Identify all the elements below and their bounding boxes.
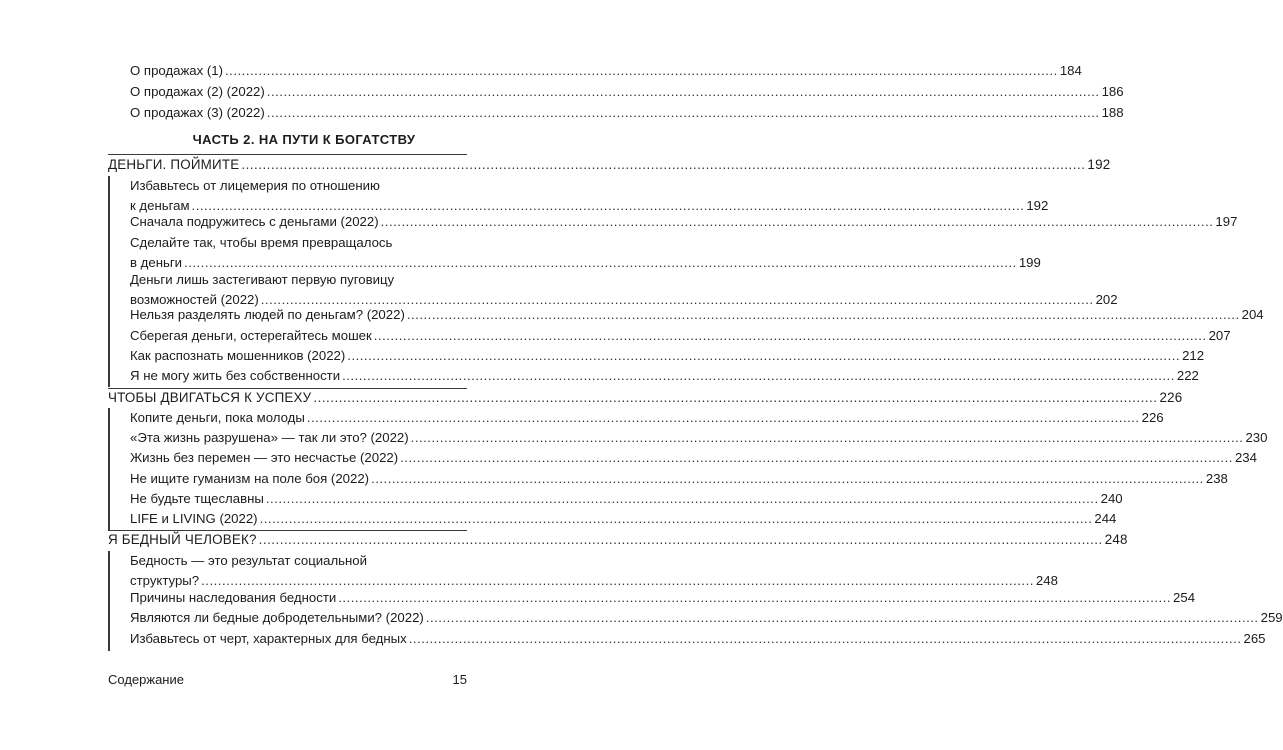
leader-dots: ........................................................................................................................................................................................................ (425, 610, 1259, 625)
entry-title: Я не могу жить без собственности (130, 368, 341, 383)
toc-entry[interactable] (130, 588, 1196, 608)
entry-page: 199 (1018, 255, 1041, 270)
toc-section[interactable] (108, 388, 1183, 408)
leader-dots: ........................................................................................................................................................................................................ (406, 307, 1240, 322)
entry-title: Не ищите гуманизм на поле боя (2022) (130, 471, 370, 486)
entry-title: Нельзя разделять людей по деньгам? (2022) (130, 307, 405, 322)
toc-entry[interactable] (130, 509, 1117, 529)
toc-entry[interactable] (130, 61, 1082, 81)
entry-title: О продажах (1) (130, 63, 224, 78)
leader-dots: ........................................................................................................................................................................................................ (338, 590, 1172, 605)
entry-page: 254 (1173, 590, 1196, 605)
entry-page: 248 (1035, 573, 1058, 588)
entry-page: 204 (1241, 307, 1264, 322)
entry-page: 202 (1095, 292, 1118, 307)
entry-title: Как распознать мошенников (2022) (130, 348, 346, 363)
entry-page: 184 (1059, 63, 1082, 78)
entry-page: 188 (1101, 105, 1124, 120)
entry-title-line1: Бедность — это результат социальной (130, 553, 367, 568)
entry-page: 265 (1243, 631, 1266, 646)
entry-page: 226 (1141, 410, 1164, 425)
toc-entry[interactable] (130, 305, 1264, 325)
toc-entry[interactable] (130, 408, 1164, 428)
leader-dots: ........................................................................................................................................................................................................ (225, 63, 1058, 78)
entry-title: О продажах (3) (2022) (130, 105, 265, 120)
entry-title: LIFE и LIVING (2022) (130, 511, 258, 526)
section-page: 226 (1159, 390, 1183, 405)
leader-dots: ........................................................................................................................................................................................................ (201, 573, 1034, 588)
footer-label: Содержание (108, 672, 184, 687)
toc-entry[interactable] (130, 608, 1283, 628)
entry-page: 192 (1026, 198, 1049, 213)
toc-entry[interactable] (130, 326, 1231, 346)
entry-page: 238 (1205, 471, 1228, 486)
leader-dots: ........................................................................................................................................................................................................ (266, 105, 1100, 120)
entry-page: 197 (1215, 214, 1238, 229)
leader-dots: ........................................................................................................................................................................................................ (408, 631, 1242, 646)
toc-entry[interactable] (130, 346, 1205, 366)
toc-entry[interactable] (130, 270, 1118, 310)
leader-dots: ........................................................................................................................................................................................................ (265, 491, 1099, 506)
entry-page: 212 (1182, 348, 1205, 363)
entry-title-line1: Сделайте так, чтобы время превращалось (130, 235, 393, 250)
entry-title: Избавьтесь от черт, характерных для бедных (130, 631, 407, 646)
section-bar (108, 408, 110, 530)
entry-page: 244 (1094, 511, 1117, 526)
toc-entry[interactable] (130, 82, 1124, 102)
section-bar (108, 176, 110, 387)
toc-entry[interactable] (130, 469, 1228, 489)
entry-title: Сберегая деньги, остерегайтесь мошек (130, 328, 372, 343)
entry-title: к деньгам (130, 198, 190, 213)
entry-title: Являются ли бедные добродетельными? (2022) (130, 610, 424, 625)
entry-title: в деньги (130, 255, 183, 270)
entry-page: 230 (1245, 430, 1268, 445)
leader-dots: ........................................................................................................................................................................................................ (259, 511, 1093, 526)
toc-entry[interactable] (130, 551, 1058, 591)
entry-page: 234 (1234, 450, 1257, 465)
entry-title: «Эта жизнь разрушена» — так ли это? (2022) (130, 430, 409, 445)
entry-page: 240 (1100, 491, 1123, 506)
section-page: 248 (1104, 532, 1128, 547)
toc-entry[interactable] (130, 629, 1266, 649)
entry-title: возможностей (2022) (130, 292, 259, 307)
toc-entry[interactable] (130, 489, 1123, 509)
leader-dots: ........................................................................................................................................................................................................ (241, 157, 1086, 172)
leader-dots: ........................................................................................................................................................................................................ (380, 214, 1214, 229)
entry-page: 259 (1260, 610, 1283, 625)
toc-entry[interactable] (130, 428, 1268, 448)
entry-title-line1: Деньги лишь застегивают первую пуговицу (130, 272, 395, 287)
section-bar (108, 551, 110, 651)
toc-entry[interactable] (130, 366, 1199, 386)
section-title: ЧТОБЫ ДВИГАТЬСЯ К УСПЕХУ (108, 390, 312, 405)
part-heading: ЧАСТЬ 2. НА ПУТИ К БОГАТСТВУ (192, 132, 416, 147)
leader-dots: ........................................................................................................................................................................................................ (373, 328, 1207, 343)
entry-title: структуры? (130, 573, 200, 588)
section-page: 192 (1087, 157, 1111, 172)
entry-page: 186 (1101, 84, 1124, 99)
leader-dots: ........................................................................................................................................................................................................ (400, 450, 1233, 465)
toc-entry[interactable] (130, 448, 1257, 468)
section-title: ДЕНЬГИ. ПОЙМИТЕ (108, 157, 240, 172)
leader-dots: ........................................................................................................................................................................................................ (191, 198, 1025, 213)
entry-title: О продажах (2) (2022) (130, 84, 265, 99)
toc-section[interactable] (108, 530, 1128, 550)
toc-entry[interactable] (130, 212, 1238, 232)
entry-page: 207 (1208, 328, 1231, 343)
entry-title: Копите деньги, пока молоды (130, 410, 305, 425)
leader-dots: ........................................................................................................................................................................................................ (306, 410, 1140, 425)
entry-title: Сначала подружитесь с деньгами (2022) (130, 214, 379, 229)
toc-entry[interactable] (130, 103, 1124, 123)
leader-dots: ........................................................................................................................................................................................................ (410, 430, 1244, 445)
leader-dots: ........................................................................................................................................................................................................ (184, 255, 1017, 270)
entry-title-line1: Избавьтесь от лицемерия по отношению (130, 178, 380, 193)
entry-title: Не будьте тщеславны (130, 491, 264, 506)
toc-entry[interactable] (130, 176, 1049, 216)
page-number: 15 (452, 672, 467, 687)
leader-dots: ........................................................................................................................................................................................................ (347, 348, 1181, 363)
entry-title: Причины наследования бедности (130, 590, 337, 605)
leader-dots: ........................................................................................................................................................................................................ (313, 390, 1158, 405)
leader-dots: ........................................................................................................................................................................................................ (371, 471, 1204, 486)
leader-dots: ........................................................................................................................................................................................................ (258, 532, 1103, 547)
toc-section[interactable] (108, 155, 1111, 175)
entry-page: 222 (1176, 368, 1199, 383)
leader-dots: ........................................................................................................................................................................................................ (260, 292, 1094, 307)
section-title: Я БЕДНЫЙ ЧЕЛОВЕК? (108, 532, 257, 547)
leader-dots: ........................................................................................................................................................................................................ (266, 84, 1100, 99)
leader-dots: ........................................................................................................................................................................................................ (342, 368, 1175, 383)
entry-title: Жизнь без перемен — это несчастье (2022) (130, 450, 399, 465)
toc-entry[interactable] (130, 233, 1041, 273)
